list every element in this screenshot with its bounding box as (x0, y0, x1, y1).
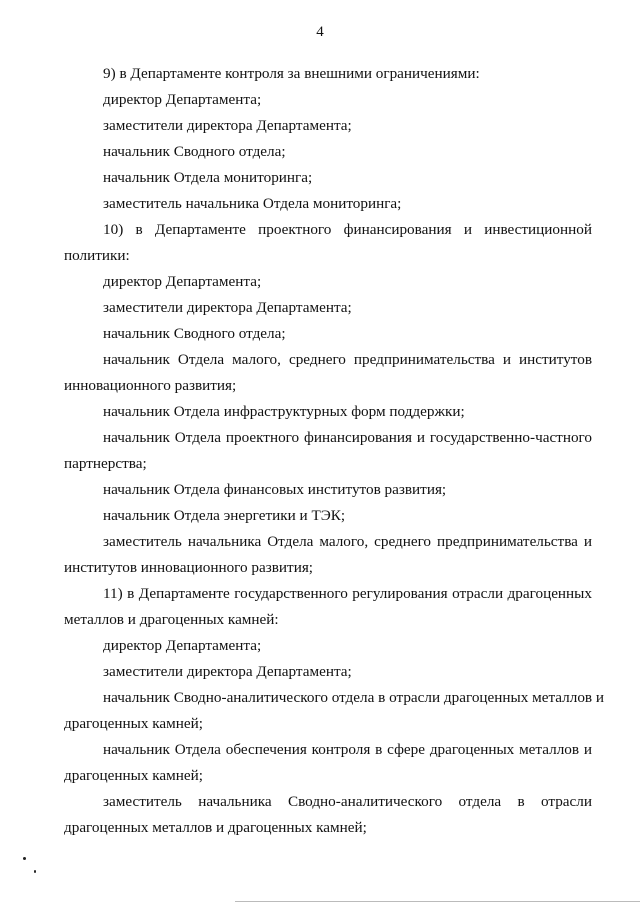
list-item: начальник Отдела обеспечения контроля в сфере драгоценных металлов и (103, 741, 592, 758)
list-item: начальник Отдела проектного финансирования и государственно-частного (103, 429, 592, 446)
list-item: начальник Отдела финансовых институтов развития; (103, 481, 447, 498)
list-item: начальник Сводно-аналитического отдела в отрасли драгоценных металлов и (103, 689, 605, 706)
list-item-continuation: институтов инновационного развития; (64, 559, 314, 576)
list-item: заместители директора Департамента; (103, 117, 352, 134)
list-item: директор Департамента; (103, 637, 262, 654)
section-heading-11: 11) в Департаменте государственного регулирования отрасли драгоценных (103, 585, 592, 602)
list-item: заместители директора Департамента; (103, 299, 352, 316)
list-item: начальник Отдела инфраструктурных форм поддержки; (103, 403, 465, 420)
list-item-continuation: партнерства; (64, 455, 147, 472)
list-item-continuation: драгоценных камней; (64, 767, 203, 784)
list-item: заместитель начальника Отдела малого, среднего предпринимательства и (103, 533, 592, 550)
scan-speck (23, 857, 26, 860)
list-item: начальник Отдела энергетики и ТЭК; (103, 507, 346, 524)
section-heading-10: 10) в Департаменте проектного финансирования и инвестиционной (103, 221, 592, 238)
section-heading-9: 9) в Департаменте контроля за внешними ограничениями: (103, 65, 480, 82)
list-item-continuation: драгоценных камней; (64, 715, 203, 732)
list-item: заместители директора Департамента; (103, 663, 352, 680)
list-item-continuation: драгоценных металлов и драгоценных камней; (64, 819, 367, 836)
list-item: начальник Отдела малого, среднего предпринимательства и институтов (103, 351, 592, 368)
list-item: заместитель начальника Отдела мониторинга; (103, 195, 402, 212)
section-heading-10-continuation: политики: (64, 247, 130, 264)
section-heading-11-continuation: металлов и драгоценных камней: (64, 611, 279, 628)
list-item: начальник Сводного отдела; (103, 143, 286, 160)
list-item: начальник Отдела мониторинга; (103, 169, 313, 186)
list-item: директор Департамента; (103, 273, 262, 290)
list-item: заместитель начальника Сводно-аналитического отдела в отрасли (103, 793, 592, 810)
scan-speck (34, 870, 36, 873)
page-number: 4 (316, 24, 324, 40)
scan-edge-line (235, 901, 640, 902)
list-item: начальник Сводного отдела; (103, 325, 286, 342)
list-item-continuation: инновационного развития; (64, 377, 237, 394)
list-item: директор Департамента; (103, 91, 262, 108)
